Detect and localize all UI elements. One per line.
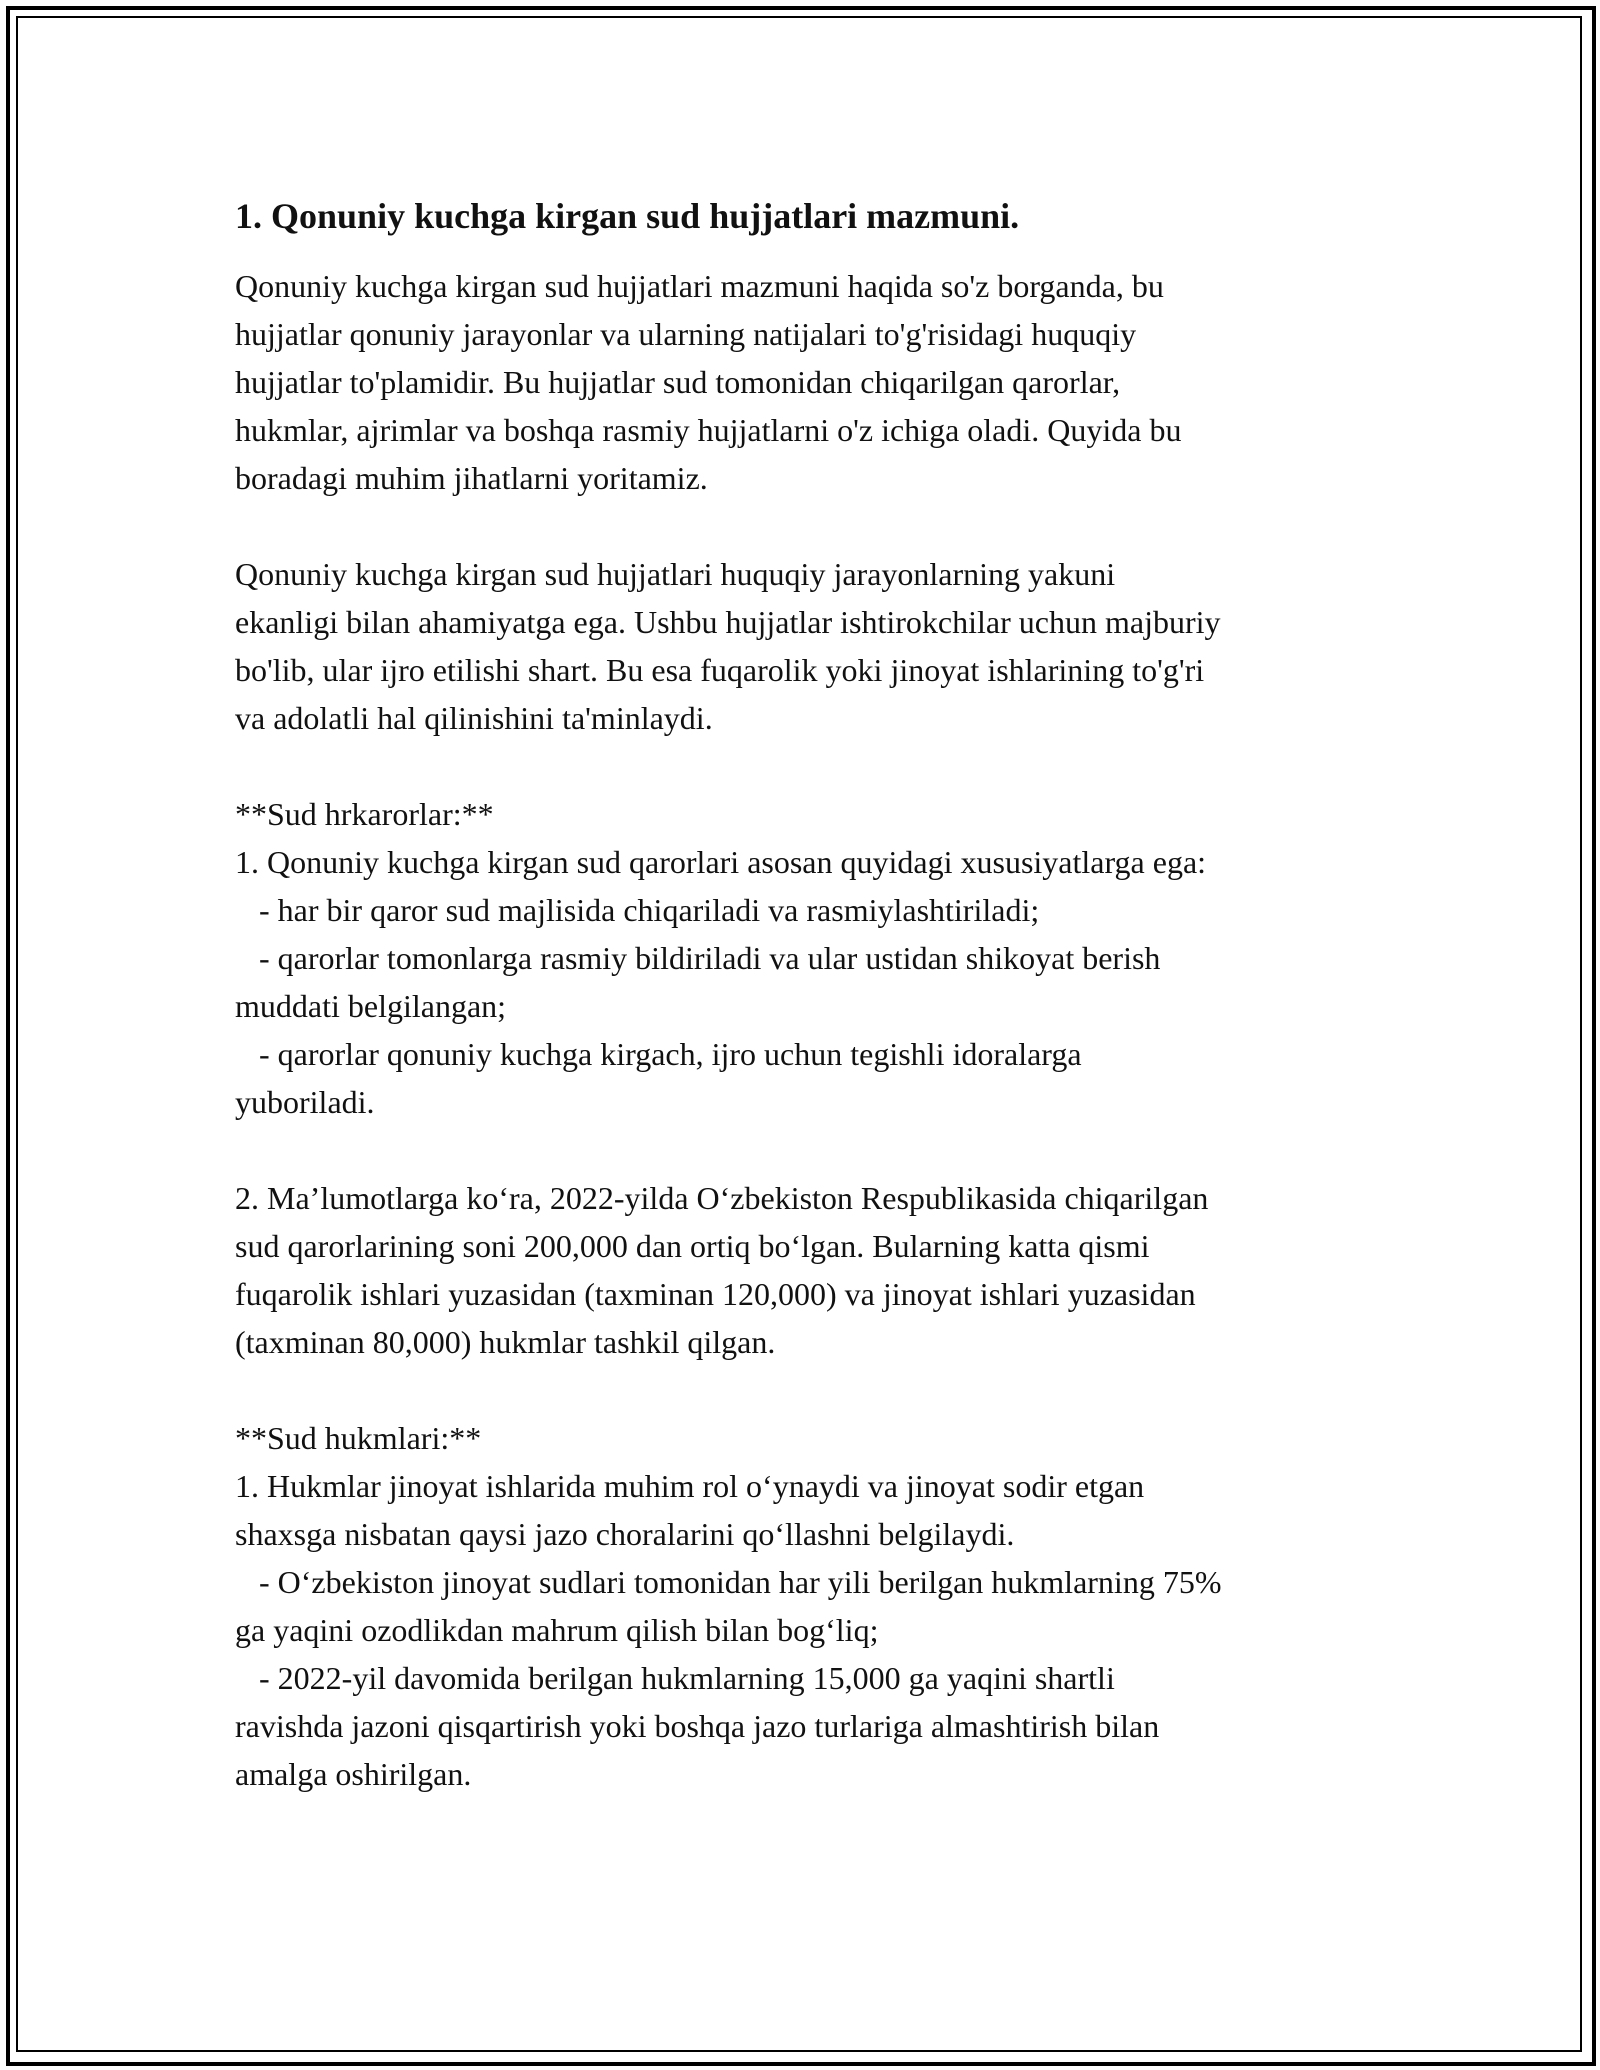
document-body: Qonuniy kuchga kirgan sud hujjatlari mazmuni haqida so'z borganda, bu hujjatlar qonuniy jarayonlar va ularning natijalari to'g'risidagi huquqiy hujjatlar to'plamidir. Bu hujjatlar sud tomonidan chiqarilgan qarorlar, hukmlar, ajrimlar va boshqa rasmiy hujjatlarni o'z ichiga oladi. Quyida bu boradagi muhim jihatlarni yoritamiz. Qonuniy kuchga kirgan sud hujjatlari huquqiy jarayonlarning yakuni ekanligi bilan ahamiyatga ega. Ushbu hujjatlar ishtirokchilar uchun majburiy bo'lib, ular ijro etilishi shart. Bu esa fuqarolik yoki jinoyat ishlarining to'g'ri va adolatli hal qilinishini ta'minlaydi. **Sud hrkarorlar:** 1. Qonuniy kuchga kirgan sud qarorlari asosan quyidagi xususiyatlarga ega: - har bir qaror sud majlisida chiqariladi va rasmiylashtiriladi; - qarorlar tomonlarga rasmiy bildiriladi va ular ustidan shikoyat berish muddati belgilangan; - qarorlar qonuniy kuchga kirgach, ijro uchun tegishli idoralarga yuboriladi. 2. Ma’lumotlarga ko‘ra, 2022-yilda O‘zbekiston Respublikasida chiqarilgan sud qarorlarining soni 200,000 dan ortiq bo‘lgan. Bularning katta qismi fuqarolik ishlari yuzasidan (taxminan 120,000) va jinoyat ishlari yuzasidan (taxminan 80,000) hukmlar tashkil qilgan. **Sud hukmlari:** 1. Hukmlar jinoyat ishlarida muhim rol o‘ynaydi va jinoyat sodir etgan shaxsga nisbatan qaysi jazo choralarini qo‘llashni belgilaydi. - O‘zbekiston jinoyat sudlari tomonidan har yili berilgan hukmlarning 75% ga yaqini ozodlikdan mahrum qilish bilan bog‘liq; - 2022-yil davomida berilgan hukmlarning 15,000 ga yaqini shartli ravishda jazoni qisqartirish yoki boshqa jazo turlariga almashtirish bilan amalga oshirilgan. xyxy=(235,268,1222,1792)
document-title: 1. Qonuniy kuchga kirgan sud hujjatlari mazmuni. xyxy=(235,196,1020,236)
document-content xyxy=(235,190,1375,1798)
